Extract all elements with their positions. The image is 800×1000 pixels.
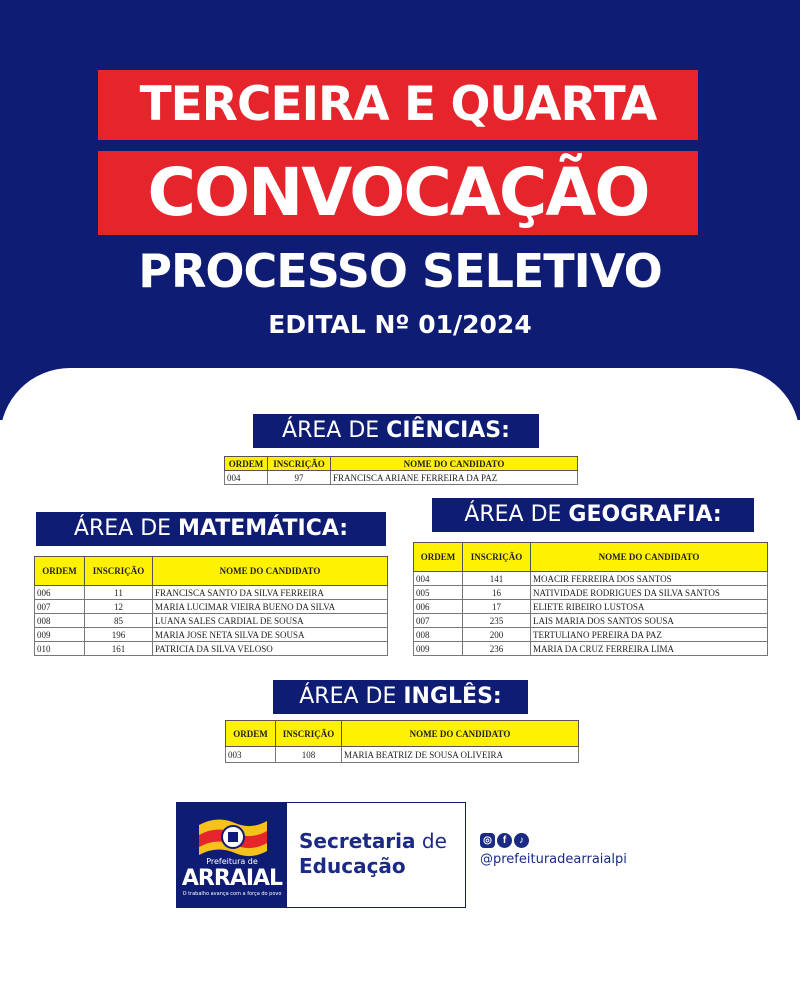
nome-cell: MARIA JOSE NETA SILVA DE SOUSA: [153, 628, 388, 642]
area-title-ciencias: ÁREA DE CIÊNCIAS:: [253, 414, 539, 448]
table-row: [35, 614, 388, 628]
table-row: [414, 642, 768, 656]
ordem-cell: 008: [414, 628, 463, 642]
table-row: [414, 600, 768, 614]
inscricao-cell: 236: [463, 642, 531, 656]
nome-cell: MARIA BEATRIZ DE SOUSA OLIVEIRA: [342, 747, 579, 763]
col-inscricao: INSCRIÇÃO: [85, 557, 153, 586]
ordem-cell: 004: [414, 572, 463, 586]
table-geografia: [413, 542, 768, 656]
inscricao-cell: 12: [85, 600, 153, 614]
col-ordem: ORDEM: [414, 543, 463, 572]
tiktok-icon[interactable]: ♪: [514, 833, 529, 848]
nome-cell: LUANA SALES CARDIAL DE SOUSA: [153, 614, 388, 628]
inscricao-cell: 17: [463, 600, 531, 614]
inscricao-cell: 161: [85, 642, 153, 656]
ordem-cell: 007: [35, 600, 85, 614]
ordem-cell: 006: [414, 600, 463, 614]
area-title-matematica: ÁREA DE MATEMÁTICA:: [36, 512, 386, 546]
col-inscricao: INSCRIÇÃO: [463, 543, 531, 572]
ordem-cell: 007: [414, 614, 463, 628]
headline-line1: TERCEIRA E QUARTA: [98, 70, 698, 140]
de-word: de: [421, 829, 447, 853]
col-nome: NOME DO CANDIDATO: [153, 557, 388, 586]
table-row: [414, 614, 768, 628]
nome-cell: FRANCISCA ARIANE FERREIRA DA PAZ: [331, 471, 578, 485]
inscricao-cell: 235: [463, 614, 531, 628]
social-handle[interactable]: @prefeituradearraialpi: [480, 852, 627, 867]
instagram-icon[interactable]: ◎: [480, 833, 495, 848]
table-row: [414, 586, 768, 600]
nome-cell: LAIS MARIA DOS SANTOS SOUSA: [531, 614, 768, 628]
col-nome: NOME DO CANDIDATO: [342, 721, 579, 747]
inscricao-cell: 11: [85, 586, 153, 600]
table-row: [226, 747, 579, 763]
inscricao-cell: 108: [276, 747, 342, 763]
nome-cell: TERTULIANO PEREIRA DA PAZ: [531, 628, 768, 642]
inscricao-cell: 16: [463, 586, 531, 600]
nome-cell: MARIA LUCIMAR VIEIRA BUENO DA SILVA: [153, 600, 388, 614]
logo-tagline: O trabalho avança com a força do povo: [182, 891, 282, 897]
col-ordem: ORDEM: [226, 721, 276, 747]
table-ciencias: [224, 456, 578, 485]
area-title-ingles: ÁREA DE INGLÊS:: [273, 680, 528, 714]
nome-cell: ELIETE RIBEIRO LUSTOSA: [531, 600, 768, 614]
inscricao-cell: 196: [85, 628, 153, 642]
secretaria-word: Secretaria: [299, 829, 416, 853]
ordem-cell: 005: [414, 586, 463, 600]
nome-cell: MARIA DA CRUZ FERREIRA LIMA: [531, 642, 768, 656]
table-row: [35, 586, 388, 600]
col-ordem: ORDEM: [35, 557, 85, 586]
nome-cell: MOACIR FERREIRA DOS SANTOS: [531, 572, 768, 586]
col-nome: NOME DO CANDIDATO: [531, 543, 768, 572]
inscricao-cell: 141: [463, 572, 531, 586]
table-row: [35, 628, 388, 642]
headline-line2: CONVOCAÇÃO: [98, 151, 698, 235]
ordem-cell: 009: [35, 628, 85, 642]
table-ingles: [225, 720, 579, 763]
educacao-word: Educação: [299, 854, 406, 878]
ordem-cell: 010: [35, 642, 85, 656]
logo-big-text: ARRAIAL: [181, 866, 283, 891]
col-inscricao: INSCRIÇÃO: [276, 721, 342, 747]
social-icons: [480, 832, 531, 850]
table-row: [35, 600, 388, 614]
ordem-cell: 006: [35, 586, 85, 600]
col-ordem: ORDEM: [225, 457, 268, 471]
ordem-cell: 008: [35, 614, 85, 628]
table-row: [225, 471, 578, 485]
edital-number: EDITAL Nº 01/2024: [268, 310, 532, 339]
ordem-cell: 003: [226, 747, 276, 763]
ordem-cell: 004: [225, 471, 268, 485]
ordem-cell: 009: [414, 642, 463, 656]
nome-cell: PATRICIA DA SILVA VELOSO: [153, 642, 388, 656]
nome-cell: NATIVIDADE RODRIGUES DA SILVA SANTOS: [531, 586, 768, 600]
inscricao-cell: 200: [463, 628, 531, 642]
inscricao-cell: 97: [268, 471, 331, 485]
table-matematica: [34, 556, 388, 656]
table-row: [414, 628, 768, 642]
col-nome: NOME DO CANDIDATO: [331, 457, 578, 471]
area-title-geografia: ÁREA DE GEOGRAFIA:: [432, 498, 754, 532]
prefeitura-logo: [177, 803, 287, 907]
table-row: [35, 642, 388, 656]
facebook-icon[interactable]: f: [497, 833, 512, 848]
secretaria-logo-card: [176, 802, 466, 908]
inscricao-cell: 85: [85, 614, 153, 628]
table-row: [414, 572, 768, 586]
secretaria-name: [299, 829, 447, 879]
col-inscricao: INSCRIÇÃO: [268, 457, 331, 471]
logo-small-text: Prefeitura de: [206, 857, 258, 866]
nome-cell: FRANCISCA SANTO DA SILVA FERREIRA: [153, 586, 388, 600]
headline-line3: PROCESSO SELETIVO: [138, 244, 662, 298]
